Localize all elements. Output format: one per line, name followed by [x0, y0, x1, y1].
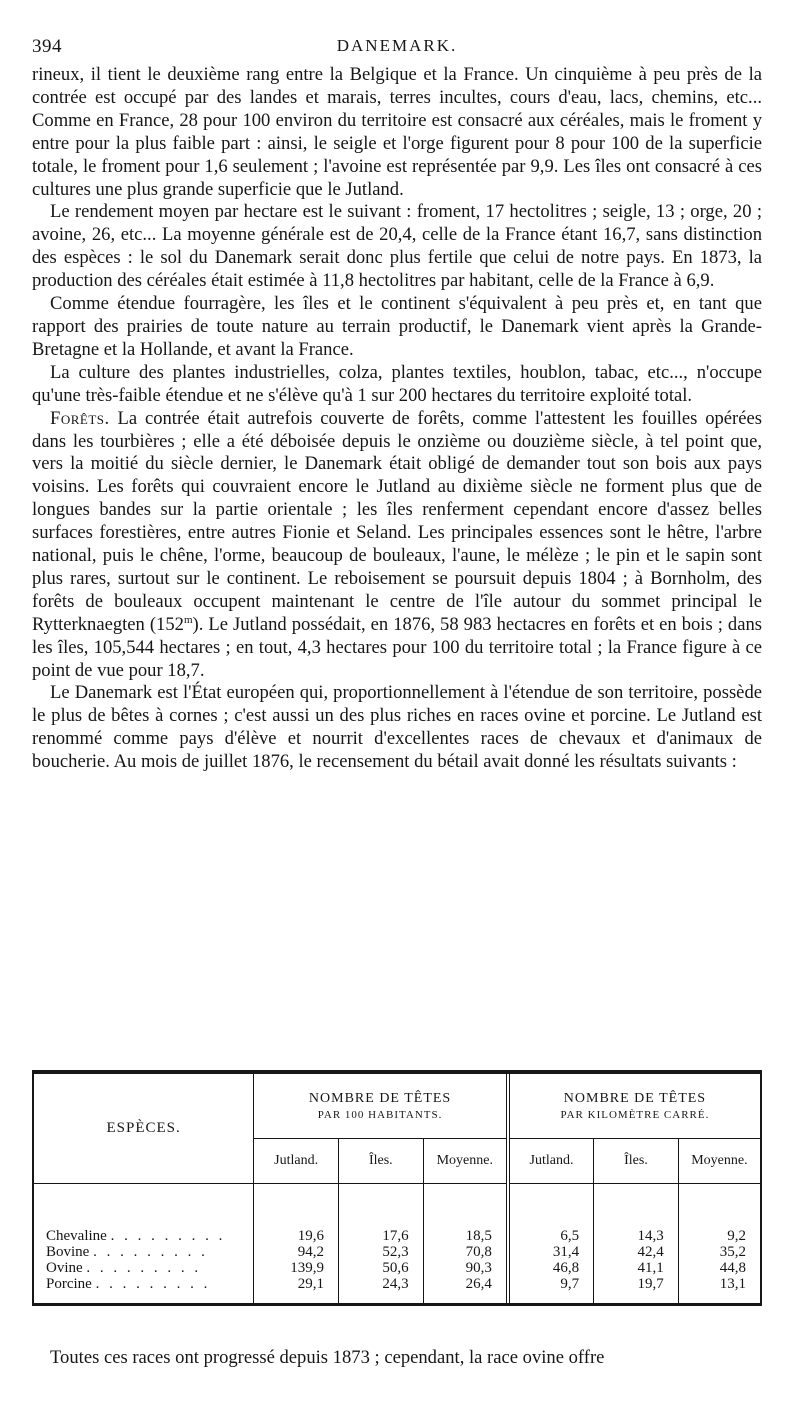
table-cell: 17,6 — [338, 1228, 423, 1244]
table-cell: 26,4 — [423, 1276, 508, 1292]
page-number: 394 — [32, 36, 62, 57]
paragraph-yield: Le rendement moyen par hectare est le suivant : froment, 17 hectolitres ; seigle, 13 ; orge, 20 ; avoine, 26, etc... La moyenne générale est de 20,4, celle de la France étant 16,7, sans distinction des espèces : le sol du Danemark serait donc plus fertile que celui de notre pays. En 1873, la production des céréales était estimée à 11,8 hectolitres par habitant, celle de la France à 6,9. — [32, 201, 762, 292]
leader-dots: . . . . . . . . . — [93, 1244, 208, 1260]
paragraph-cereals: rineux, il tient le deuxième rang entre la Belgique et la France. Un cinquième à peu près de la contrée est occupé par des landes et marais, terres incultes, cours d'eau, lacs, chemins, etc... Comme en France, 28 pour 100 environ du territoire est consacré aux céréales, mais le froment y entre pour la plus faible part : ainsi, le seigle et l'orge figurent pour 8 pour 100 de la superficie totale, le froment pour 1,6 seulement ; l'avoine est représentée par 9,9. Les îles ont consacré à ces cultures une plus grande superficie que le Jutland. — [32, 64, 762, 200]
group1-subtitle: PAR 100 HABITANTS. — [317, 1109, 443, 1121]
row-label: Porcine — [46, 1276, 92, 1292]
table-cell: 41,1 — [594, 1260, 679, 1276]
group2-subtitle: PAR KILOMÈTRE CARRÉ. — [560, 1109, 710, 1121]
especes-header: ESPÈCES. — [106, 1120, 181, 1136]
table-row — [34, 1276, 760, 1292]
running-head: DANEMARK. — [336, 36, 458, 55]
table-cell: 24,3 — [338, 1276, 423, 1292]
table-cell: 94,2 — [254, 1244, 339, 1260]
paragraph-continuation: Toutes ces races ont progressé depuis 1873 ; cependant, la race ovine offre — [50, 1347, 605, 1368]
forests-text-continued: ). Le Jutland possédait, en 1876, 58 983 hectacres en forêts et en bois ; dans les îles, 105,544 hectares ; en tout, 4,3 hectares pour 100 du territoire total ; la France figure à ce point de vue pour 18,7. — [32, 613, 762, 681]
per-inhabitants-group-header — [254, 1074, 508, 1139]
row-label: Chevaline — [46, 1228, 107, 1244]
page-header — [32, 36, 762, 58]
col-header-jutland-per-100: Jutland. — [254, 1139, 339, 1184]
table-cell: 19,7 — [594, 1276, 679, 1292]
paragraph-livestock: Le Danemark est l'État européen qui, proportionnellement à l'étendue de son territoire, possède le plus de bêtes à cornes ; c'est aussi un des plus riches en races ovine et porcine. Le Jutland est renommé comme pays d'élève et nourrit d'excellentes races de chevaux et d'animaux de boucherie. Au mois de juillet 1876, le recensement du bétail avait donné les résultats suivants : — [32, 682, 762, 773]
table-cell: 44,8 — [678, 1260, 760, 1276]
table-cell: 9,2 — [678, 1228, 760, 1244]
document-page — [32, 0, 762, 1405]
table-cell: 52,3 — [338, 1244, 423, 1260]
table-cell: 90,3 — [423, 1260, 508, 1276]
col-header-moyenne-per-km2: Moyenne. — [678, 1139, 760, 1184]
leader-dots: . . . . . . . . . — [95, 1276, 211, 1292]
table-cell: 9,7 — [508, 1276, 594, 1292]
table-row — [34, 1260, 760, 1276]
paragraph-industrial-crops: La culture des plantes industrielles, colza, plantes textiles, houblon, tabac, etc..., n'occupe qu'une très-faible étendue et ne s'élève qu'à 1 sur 200 hectares du territoire exploité total. — [32, 361, 762, 406]
paragraph-forage: Comme étendue fourragère, les îles et le continent s'équivalent à peu près et, en tant que rapport des prairies de toute nature au terrain productif, le Danemark vient après la Grande-Bretagne et la Hollande, et avant la France. — [32, 293, 762, 360]
paragraph-forests — [32, 408, 762, 683]
table-cell: 19,6 — [254, 1228, 339, 1244]
body-text — [32, 64, 762, 774]
leader-dots: . . . . . . . . . — [86, 1260, 202, 1276]
col-header-iles-per-100: Îles. — [338, 1139, 423, 1184]
group1-title: NOMBRE DE TÊTES — [308, 1091, 452, 1106]
col-header-iles-per-km2: Îles. — [594, 1139, 679, 1184]
table-cell: 29,1 — [254, 1276, 339, 1292]
table-cell: 35,2 — [678, 1244, 760, 1260]
forests-text: La contrée était autrefois couverte de forêts, comme l'attestent les fouilles opérées dans les tourbières ; elle a été déboisée depuis le onzième ou douzième siècle, à tel point que, vers la moitié du siècle dernier, le Danemark était obligé de demander tout son bois aux pays voisins. Les forêts qui couvraient encore le Jutland au dixième siècle ne forment plus que de longues bandes sur la partie orientale ; les îles renferment cependant encore d'assez belles surfaces forestières, entre autres Fionie et Seland. Les principales essences sont le hêtre, l'arbre national, puis le chêne, l'orme, beaucoup de bouleaux, l'aune, le mélèze ; le pin et le sapin sont plus rares, surtout sur le continent. Le reboisement se poursuit depuis 1804 ; à Bornholm, des forêts de bouleaux occupent maintenant le centre de l'île autour du sommet principal le Rytterknaegten (152 — [32, 407, 762, 635]
table-cell: 139,9 — [254, 1260, 339, 1276]
livestock-table — [32, 1070, 762, 1306]
table-cell: 14,3 — [594, 1228, 679, 1244]
table-row — [34, 1244, 760, 1260]
table-cell: 13,1 — [678, 1276, 760, 1292]
table-cell: 70,8 — [423, 1244, 508, 1260]
table-cell: 18,5 — [423, 1228, 508, 1244]
col-header-moyenne-per-100: Moyenne. — [423, 1139, 508, 1184]
group2-title: NOMBRE DE TÊTES — [563, 1091, 707, 1106]
table-row — [34, 1228, 760, 1244]
table-cell: 46,8 — [508, 1260, 594, 1276]
table-cell: 31,4 — [508, 1244, 594, 1260]
forests-lead-in: Forêts. — [50, 407, 110, 429]
row-label: Ovine — [46, 1260, 83, 1276]
meter-superscript: m — [183, 613, 193, 626]
col-header-jutland-per-km2: Jutland. — [508, 1139, 594, 1184]
table-cell: 50,6 — [338, 1260, 423, 1276]
per-km2-group-header — [508, 1074, 760, 1139]
table-cell: 42,4 — [594, 1244, 679, 1260]
leader-dots: . . . . . . . . . — [110, 1228, 226, 1244]
table-cell: 6,5 — [508, 1228, 594, 1244]
row-label: Bovine — [46, 1244, 90, 1260]
